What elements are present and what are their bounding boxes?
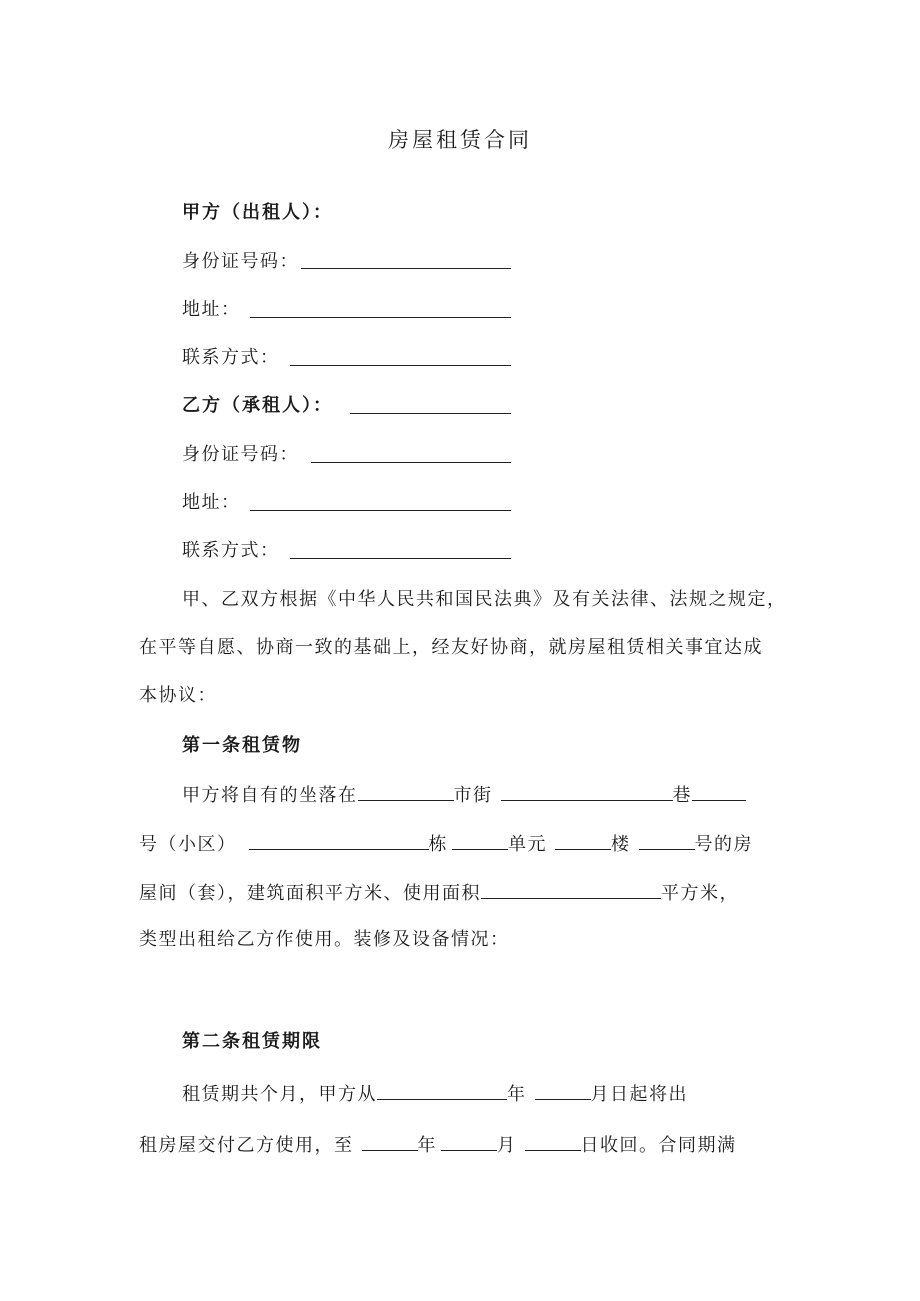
article-1-line-4: 类型出租给乙方作使用。装修及设备情况： (139, 929, 510, 950)
preamble-line-1: 甲、乙双方根据《中华人民共和国民法典》及有关法律、法规之规定， (182, 589, 787, 610)
article-1-line-1 (182, 782, 746, 808)
room-field[interactable] (639, 831, 695, 850)
start-year-field[interactable] (377, 1081, 507, 1100)
article-1-line-2 (139, 831, 753, 857)
party-b-address-label: 地址： (182, 492, 241, 513)
start-day-text: 月日起将出 (590, 1084, 688, 1105)
article-1-line-3 (139, 880, 739, 906)
party-a-address-label: 地址： (182, 299, 241, 320)
area-text: 屋间（套），建筑面积平方米、使用面积 (139, 883, 481, 904)
party-a-contact-field[interactable] (290, 365, 511, 366)
community-field[interactable] (249, 831, 429, 850)
room-number-text: 号的房 (694, 834, 753, 855)
party-a-id-field[interactable] (301, 268, 511, 269)
start-year-text: 年 (507, 1084, 527, 1105)
article-2-heading: 第二条租赁期限 (182, 1031, 322, 1052)
end-month-field[interactable] (441, 1132, 497, 1151)
square-meters-text: 平方米， (661, 883, 739, 904)
party-a-heading: 甲方（出租人）： (182, 202, 333, 223)
end-month-text: 月 (497, 1135, 517, 1156)
lane-field[interactable] (692, 782, 746, 801)
end-day-text: 日收回。合同期满 (580, 1135, 737, 1156)
party-a-id-label: 身份证号码： (182, 251, 299, 272)
community-text: 号（小区） (139, 834, 237, 855)
floor-text: 楼 (611, 834, 631, 855)
preamble-line-3: 本协议： (139, 685, 217, 706)
party-a-contact-label: 联系方式： (182, 347, 280, 368)
article-1-heading: 第一条租赁物 (182, 735, 302, 756)
party-b-id-field[interactable] (311, 462, 511, 463)
building-text: 栋 (428, 834, 448, 855)
building-field[interactable] (452, 831, 508, 850)
end-year-field[interactable] (362, 1132, 418, 1151)
article-2-line-2 (139, 1132, 737, 1158)
city-street-text: 市街 (453, 785, 493, 806)
delivery-text: 租房屋交付乙方使用，至 (139, 1135, 354, 1156)
party-b-contact-label: 联系方式： (182, 540, 280, 561)
party-b-heading: 乙方（承租人）： (182, 395, 333, 416)
street-field[interactable] (501, 782, 673, 801)
lane-text: 巷 (672, 785, 692, 806)
start-month-field[interactable] (535, 1081, 591, 1100)
party-b-id-label: 身份证号码： (182, 444, 299, 465)
article-2-line-1 (182, 1081, 688, 1107)
unit-text: 单元 (508, 834, 547, 855)
usable-area-field[interactable] (481, 880, 661, 899)
unit-field[interactable] (555, 831, 611, 850)
party-b-name-field[interactable] (350, 413, 511, 414)
article-1-located-text: 甲方将自有的坐落在 (182, 785, 358, 806)
party-b-contact-field[interactable] (290, 558, 511, 559)
lease-term-text: 租赁期共个月，甲方从 (182, 1084, 377, 1105)
party-a-address-field[interactable] (250, 317, 511, 318)
city-field[interactable] (358, 782, 454, 801)
party-b-address-field[interactable] (250, 510, 511, 511)
end-year-text: 年 (417, 1135, 437, 1156)
end-day-field[interactable] (525, 1132, 581, 1151)
document-title: 房屋租赁合同 (388, 128, 532, 152)
preamble-line-2: 在平等自愿、协商一致的基础上，经友好协商，就房屋租赁相关事宜达成 (139, 637, 763, 658)
